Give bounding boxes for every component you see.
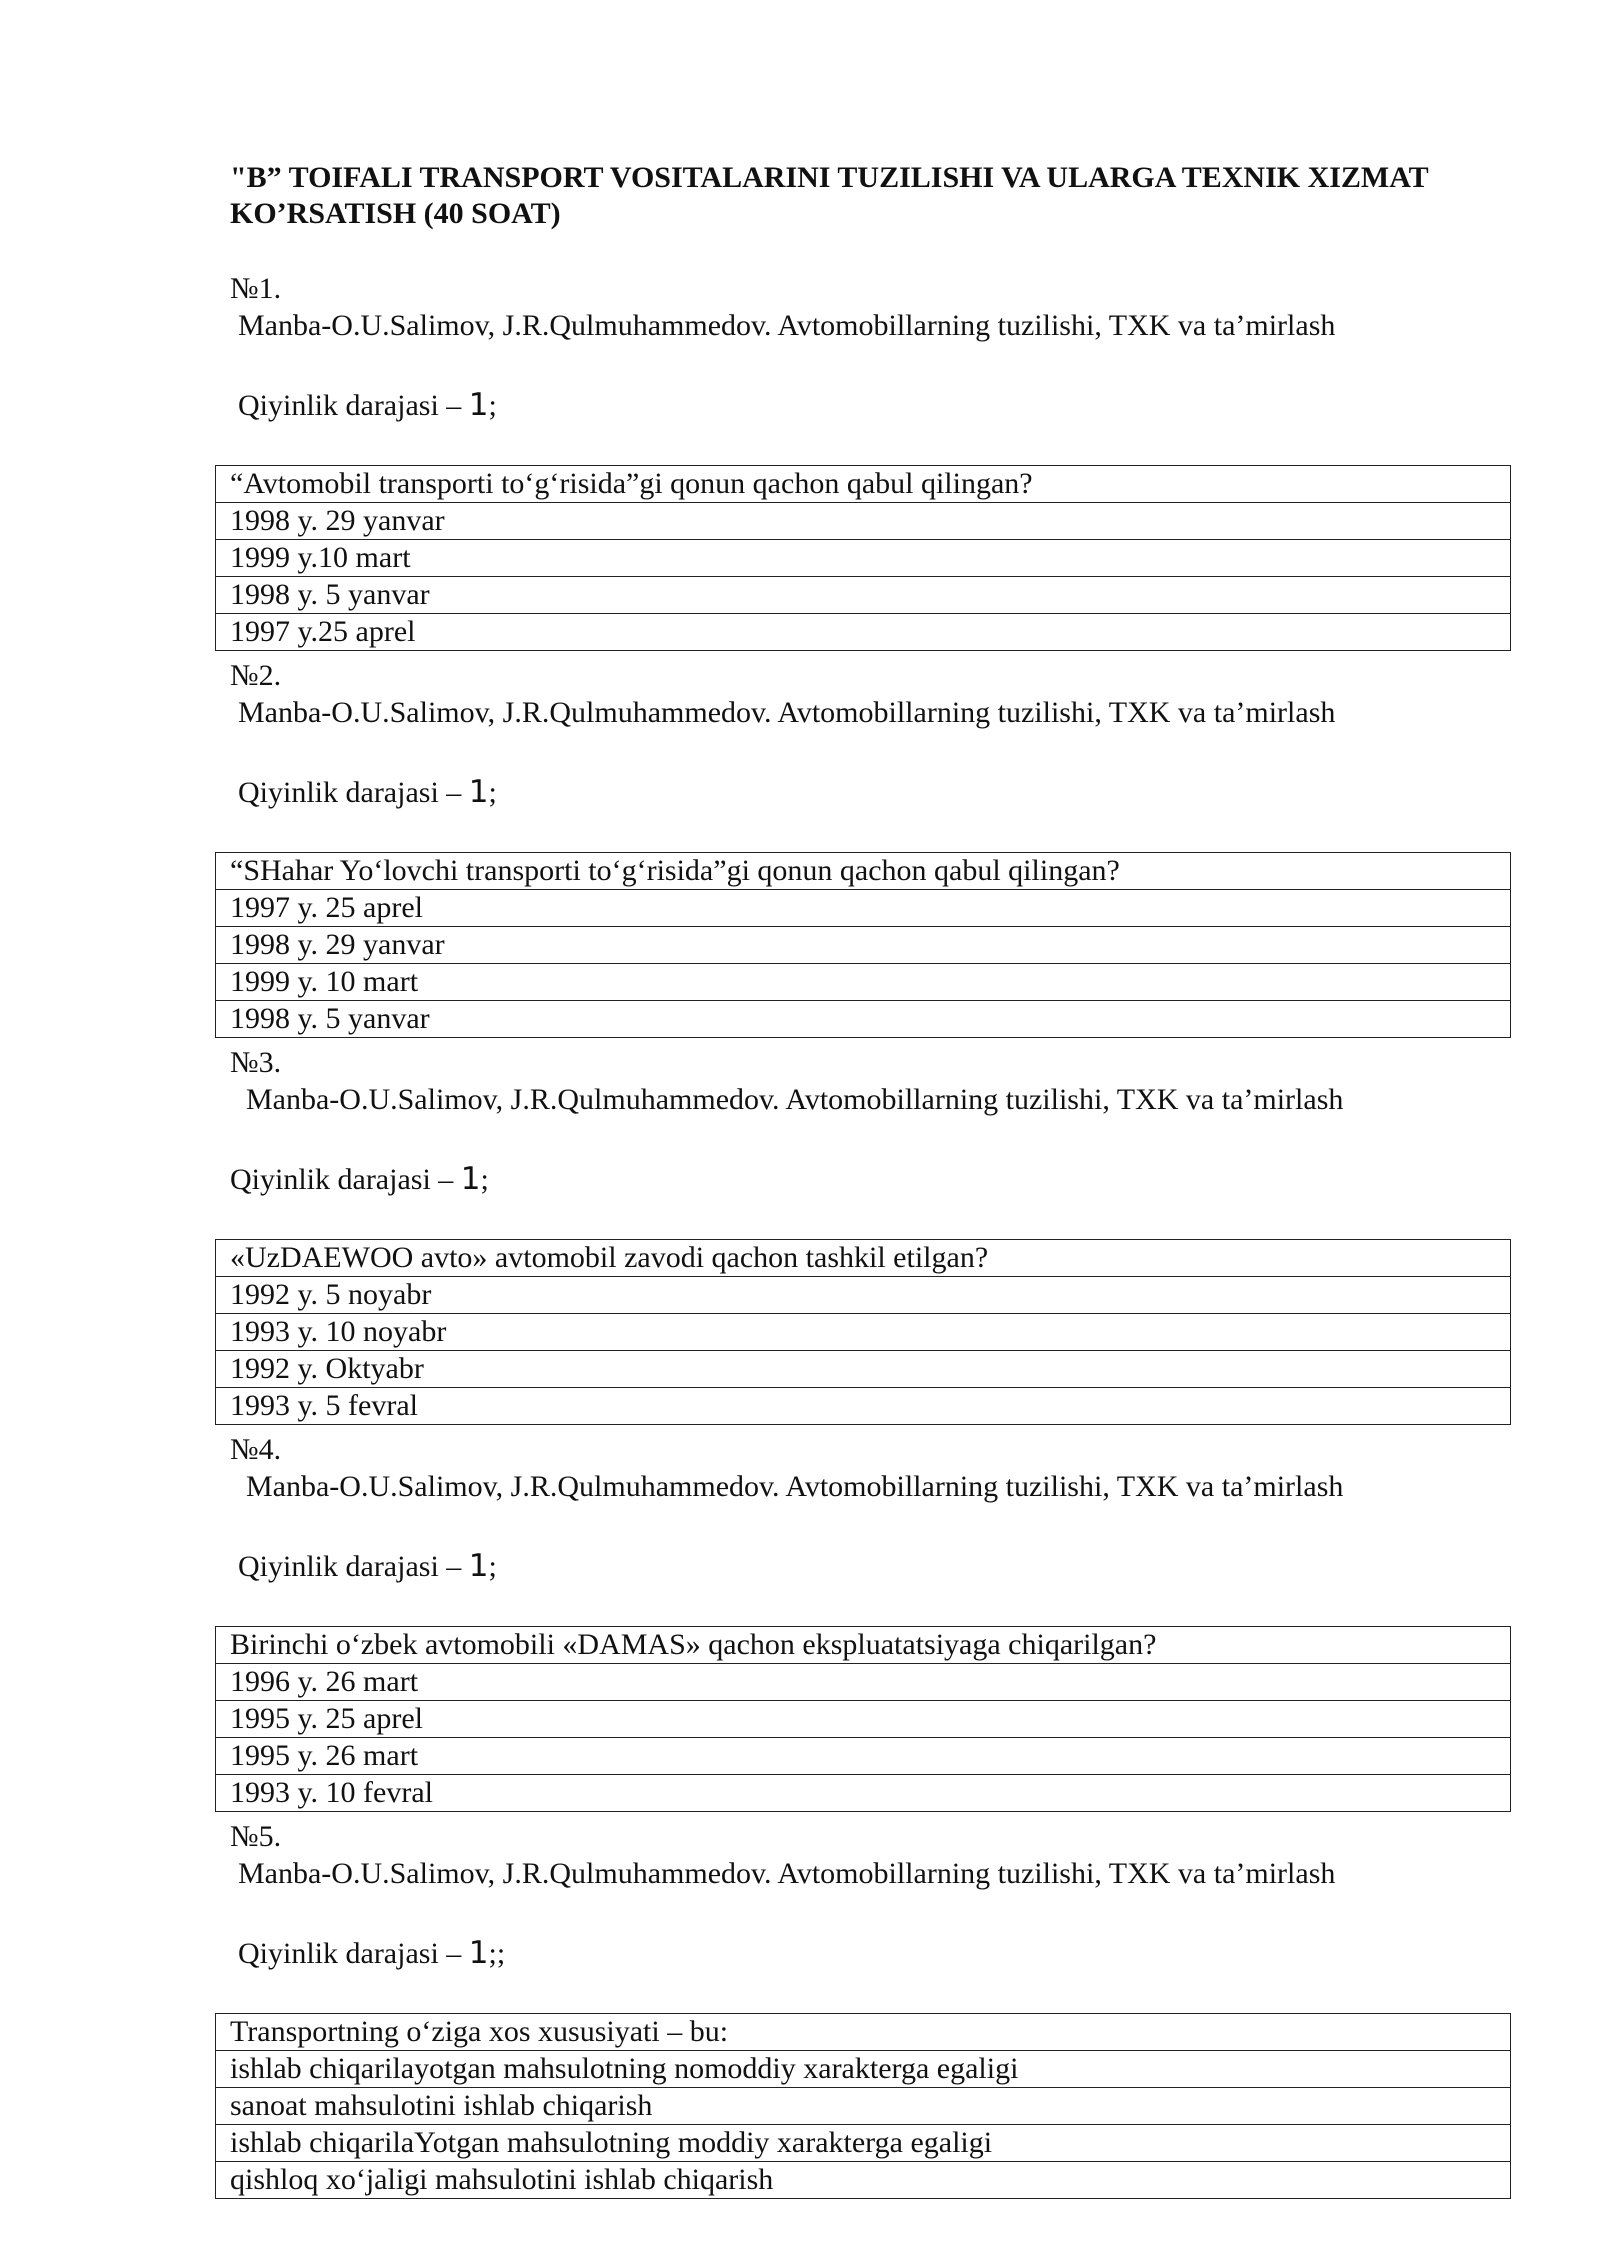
answer-option: 1999 y.10 mart [216, 540, 1511, 577]
answer-option: 1997 y. 25 aprel [216, 890, 1511, 927]
answer-option: ishlab chiqarilayotgan mahsulotning nomoddiy xarakterga egaligi [216, 2051, 1511, 2088]
answer-option: 1998 y. 5 yanvar [216, 577, 1511, 614]
difficulty-value: 1 [468, 1935, 489, 1971]
answer-option: qishloq xo‘jaligi mahsulotini ishlab chiqarish [216, 2162, 1511, 2199]
answer-option: 1995 y. 25 aprel [216, 1701, 1511, 1738]
question-table [215, 2013, 1511, 2199]
difficulty-label: Qiyinlik darajasi – [238, 389, 462, 422]
question-table [215, 465, 1511, 651]
question-source: Manba-O.U.Salimov, J.R.Qulmuhammedov. Avtomobillarning tuzilishi, TXK va ta’mirlash [238, 1857, 1336, 1890]
difficulty-level [238, 775, 497, 810]
question-number: №2. [230, 659, 282, 692]
question-text: Birinchi o‘zbek avtomobili «DAMAS» qachon ekspluatatsiyaga chiqarilgan? [216, 1627, 1511, 1664]
difficulty-value: 1 [468, 1548, 489, 1584]
difficulty-suffix: ; [488, 1550, 497, 1583]
difficulty-level [238, 388, 497, 423]
answer-option: 1998 y. 29 yanvar [216, 503, 1511, 540]
difficulty-label: Qiyinlik darajasi – [238, 776, 462, 809]
question-text: «UzDAEWOO avto» avtomobil zavodi qachon tashkil etilgan? [216, 1240, 1511, 1277]
answer-option: ishlab chiqarilaYotgan mahsulotning moddiy xarakterga egaligi [216, 2125, 1511, 2162]
question-number: №5. [230, 1820, 282, 1853]
answer-option: 1992 y. 5 noyabr [216, 1277, 1511, 1314]
question-table [215, 852, 1511, 1038]
question-source: Manba-O.U.Salimov, J.R.Qulmuhammedov. Avtomobillarning tuzilishi, TXK va ta’mirlash [238, 696, 1336, 729]
answer-option: 1996 y. 26 mart [216, 1664, 1511, 1701]
document-title: "B” TOIFALI TRANSPORT VOSITALARINI TUZILISHI VA ULARGA TEXNIK XIZMAT KO’RSATISH (40 SOAT) [230, 161, 1429, 230]
question-source: Manba-O.U.Salimov, J.R.Qulmuhammedov. Avtomobillarning tuzilishi, TXK va ta’mirlash [238, 309, 1336, 342]
difficulty-suffix: ; [480, 1163, 489, 1196]
question-table [215, 1239, 1511, 1425]
difficulty-suffix: ; [488, 776, 497, 809]
question-text: “SHahar Yo‘lovchi transporti to‘g‘risida”gi qonun qachon qabul qilingan? [216, 853, 1511, 890]
answer-option: 1993 y. 10 noyabr [216, 1314, 1511, 1351]
difficulty-label: Qiyinlik darajasi – [230, 1163, 454, 1196]
difficulty-label: Qiyinlik darajasi – [238, 1550, 462, 1583]
difficulty-level [238, 1936, 505, 1971]
difficulty-value: 1 [460, 1161, 481, 1197]
answer-option: 1995 y. 26 mart [216, 1738, 1511, 1775]
difficulty-suffix: ;; [488, 1937, 506, 1970]
answer-option: 1998 y. 29 yanvar [216, 927, 1511, 964]
difficulty-value: 1 [468, 387, 489, 423]
question-number: №4. [230, 1433, 282, 1466]
difficulty-level [238, 1549, 497, 1584]
question-source: Manba-O.U.Salimov, J.R.Qulmuhammedov. Avtomobillarning tuzilishi, TXK va ta’mirlash [246, 1083, 1344, 1116]
question-source: Manba-O.U.Salimov, J.R.Qulmuhammedov. Avtomobillarning tuzilishi, TXK va ta’mirlash [246, 1470, 1344, 1503]
question-number: №3. [230, 1046, 282, 1079]
question-text: “Avtomobil transporti to‘g‘risida”gi qonun qachon qabul qilingan? [216, 466, 1511, 503]
answer-option: 1993 y. 10 fevral [216, 1775, 1511, 1812]
answer-option: 1993 y. 5 fevral [216, 1388, 1511, 1425]
answer-option: 1999 y. 10 mart [216, 964, 1511, 1001]
answer-option: 1997 y.25 aprel [216, 614, 1511, 651]
question-table [215, 1626, 1511, 1812]
difficulty-value: 1 [468, 774, 489, 810]
difficulty-suffix: ; [488, 389, 497, 422]
question-text: Transportning o‘ziga xos xususiyati – bu: [216, 2014, 1511, 2051]
answer-option: sanoat mahsulotini ishlab chiqarish [216, 2088, 1511, 2125]
answer-option: 1998 y. 5 yanvar [216, 1001, 1511, 1038]
question-number: №1. [230, 272, 282, 305]
answer-option: 1992 y. Oktyabr [216, 1351, 1511, 1388]
difficulty-label: Qiyinlik darajasi – [238, 1937, 462, 1970]
difficulty-level [230, 1162, 489, 1197]
